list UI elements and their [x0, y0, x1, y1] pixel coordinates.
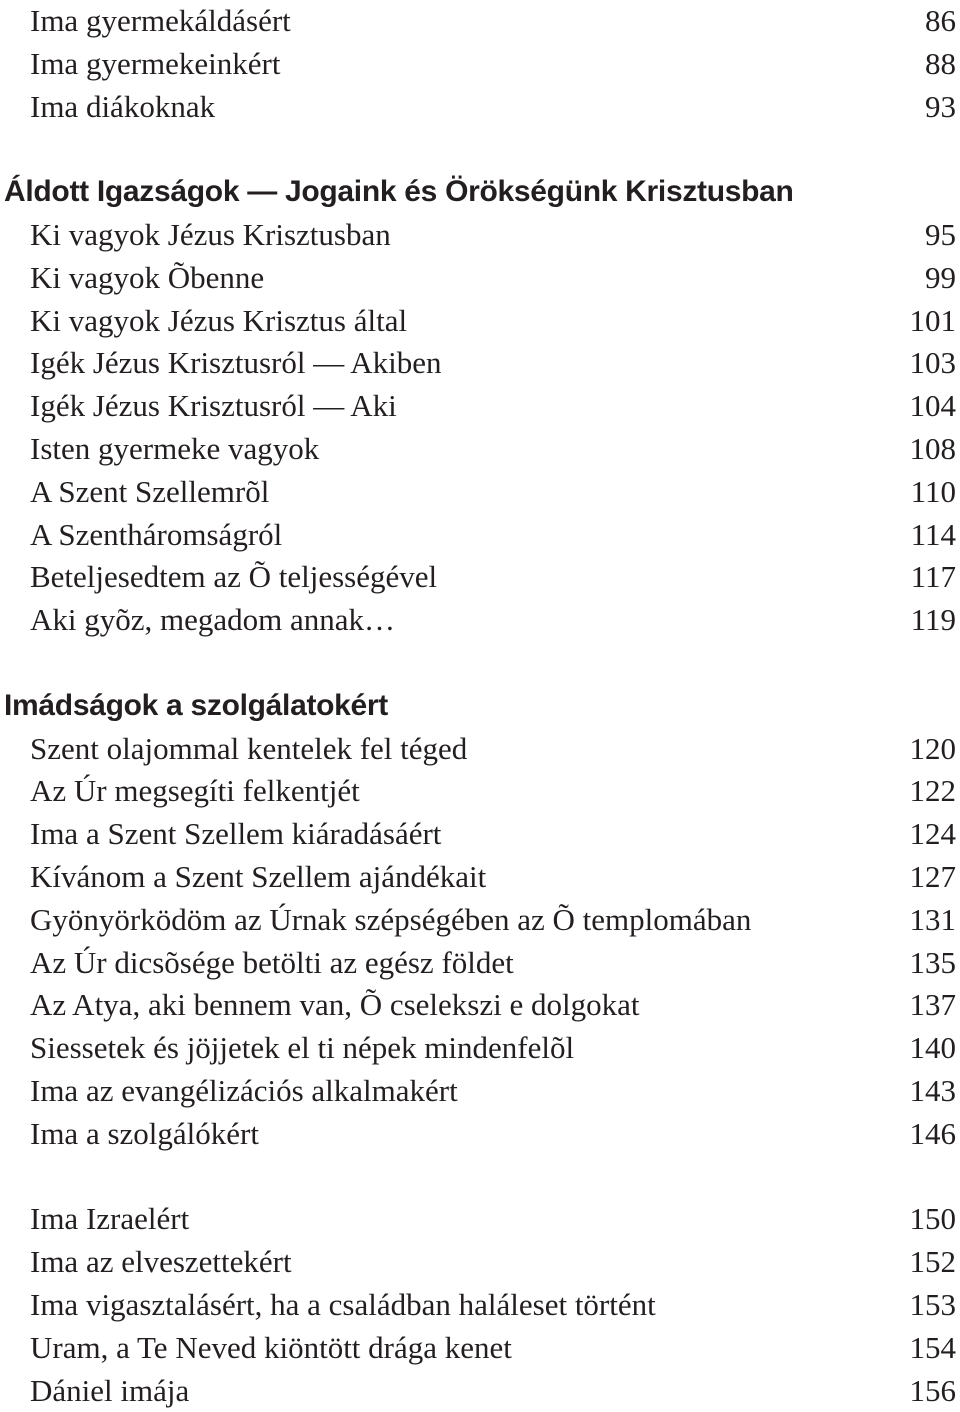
toc-entry-page: 117 [911, 556, 956, 599]
toc-entry-title: Igék Jézus Krisztusról — Aki [30, 385, 397, 428]
toc-entry-page: 101 [910, 300, 957, 343]
toc-entry [0, 300, 960, 343]
toc-entry-page: 140 [910, 1027, 957, 1070]
toc-entry-title: Ima gyermekáldásért [30, 0, 291, 43]
toc-entry [0, 1198, 960, 1241]
toc-entry [0, 942, 960, 985]
toc-entry-title: Ima diákoknak [30, 86, 215, 129]
toc-entry-page: 153 [910, 1284, 957, 1327]
section-gap [0, 1156, 960, 1199]
toc-section [0, 685, 960, 1156]
toc-entry [0, 428, 960, 471]
toc-section [0, 0, 960, 128]
toc-entry-page: 150 [910, 1198, 957, 1241]
toc-entry [0, 342, 960, 385]
toc-entry-page: 95 [925, 214, 956, 257]
toc-entry-title: Ki vagyok Õbenne [30, 257, 264, 300]
toc-entry-title: Uram, a Te Neved kiöntött drága kenet [30, 1327, 512, 1370]
toc-entry-page: 120 [910, 728, 957, 771]
toc-entry [0, 770, 960, 813]
toc-entry [0, 214, 960, 257]
section-heading-text: Áldott Igazságok — Jogaink és Örökségünk Krisztusban [4, 171, 794, 214]
toc-entry [0, 984, 960, 1027]
toc-entry-title: A Szent Szellemrõl [30, 471, 269, 514]
toc-entry-page: 108 [910, 428, 957, 471]
toc-entry [0, 1327, 960, 1370]
toc-entry-title: Ki vagyok Jézus Krisztusban [30, 214, 391, 257]
section-heading [0, 171, 960, 214]
toc-entry-page: 103 [910, 342, 957, 385]
toc-entry [0, 1370, 960, 1412]
toc-entry-title: Siessetek és jöjjetek el ti népek mindenfelõl [30, 1027, 574, 1070]
toc-entry-page: 127 [910, 856, 957, 899]
toc-entry-page: 135 [910, 942, 957, 985]
toc-entry-page: 86 [925, 0, 956, 43]
section-heading [0, 685, 960, 728]
toc-entry-title: Ima a szolgálókért [30, 1113, 259, 1156]
toc-entry [0, 1113, 960, 1156]
section-gap [0, 128, 960, 171]
toc-entry [0, 728, 960, 771]
toc-entry [0, 471, 960, 514]
toc-entry [0, 0, 960, 43]
toc-entry-title: Isten gyermeke vagyok [30, 428, 319, 471]
toc-entry-title: Beteljesedtem az Õ teljességével [30, 556, 437, 599]
toc-entry-title: Az Atya, aki bennem van, Õ cselekszi e dolgokat [30, 984, 639, 1027]
toc-entry [0, 1241, 960, 1284]
toc-entry-page: 104 [910, 385, 957, 428]
toc-entry [0, 813, 960, 856]
toc-entry-title: A Szentháromságról [30, 514, 282, 557]
section-heading-text: Imádságok a szolgálatokért [4, 685, 388, 728]
toc-entry-page: 143 [910, 1070, 957, 1113]
toc-entry-title: Ima az evangélizációs alkalmakért [30, 1070, 458, 1113]
toc-section [0, 1198, 960, 1412]
toc-section [0, 171, 960, 642]
toc-entry-page: 154 [910, 1327, 957, 1370]
toc-entry-title: Ima vigasztalásért, ha a családban haláleset történt [30, 1284, 656, 1327]
toc-entry [0, 556, 960, 599]
toc-entry-page: 131 [910, 899, 957, 942]
toc-entry [0, 514, 960, 557]
toc-entry-title: Dániel imája [30, 1370, 189, 1412]
section-gap [0, 642, 960, 685]
toc-entry [0, 257, 960, 300]
toc-entry-title: Ki vagyok Jézus Krisztus által [30, 300, 407, 343]
toc-entry-page: 152 [910, 1241, 957, 1284]
toc-entry [0, 1070, 960, 1113]
toc-entry-title: Ima a Szent Szellem kiáradásáért [30, 813, 441, 856]
toc-entry [0, 856, 960, 899]
toc-entry-title: Igék Jézus Krisztusról — Akiben [30, 342, 442, 385]
toc-entry-title: Kívánom a Szent Szellem ajándékait [30, 856, 486, 899]
toc-entry [0, 1027, 960, 1070]
toc-entry-page: 99 [925, 257, 956, 300]
toc-entry-page: 124 [910, 813, 957, 856]
toc-entry-title: Szent olajommal kentelek fel téged [30, 728, 467, 771]
toc-entry [0, 599, 960, 642]
toc-entry-page: 114 [911, 514, 956, 557]
toc-entry [0, 385, 960, 428]
toc-entry-page: 156 [910, 1370, 957, 1412]
toc-entry-title: Az Úr dicsõsége betölti az egész földet [30, 942, 514, 985]
toc-entry-title: Aki gyõz, megadom annak… [30, 599, 395, 642]
toc-entry-title: Az Úr megsegíti felkentjét [30, 770, 360, 813]
toc-entry-page: 146 [910, 1113, 957, 1156]
toc-entry [0, 1284, 960, 1327]
toc-entry [0, 899, 960, 942]
toc-entry-page: 122 [910, 770, 957, 813]
toc-entry-title: Ima az elveszettekért [30, 1241, 292, 1284]
toc-entry [0, 43, 960, 86]
toc-entry-page: 119 [911, 599, 956, 642]
toc-entry-title: Gyönyörködöm az Úrnak szépségében az Õ templomában [30, 899, 751, 942]
toc-entry-page: 93 [925, 86, 956, 129]
toc-entry-page: 88 [925, 43, 956, 86]
toc-entry-title: Ima Izraelért [30, 1198, 189, 1241]
toc-entry-page: 110 [911, 471, 956, 514]
toc-entry-page: 137 [910, 984, 957, 1027]
toc-entry [0, 86, 960, 129]
toc-entry-title: Ima gyermekeinkért [30, 43, 280, 86]
